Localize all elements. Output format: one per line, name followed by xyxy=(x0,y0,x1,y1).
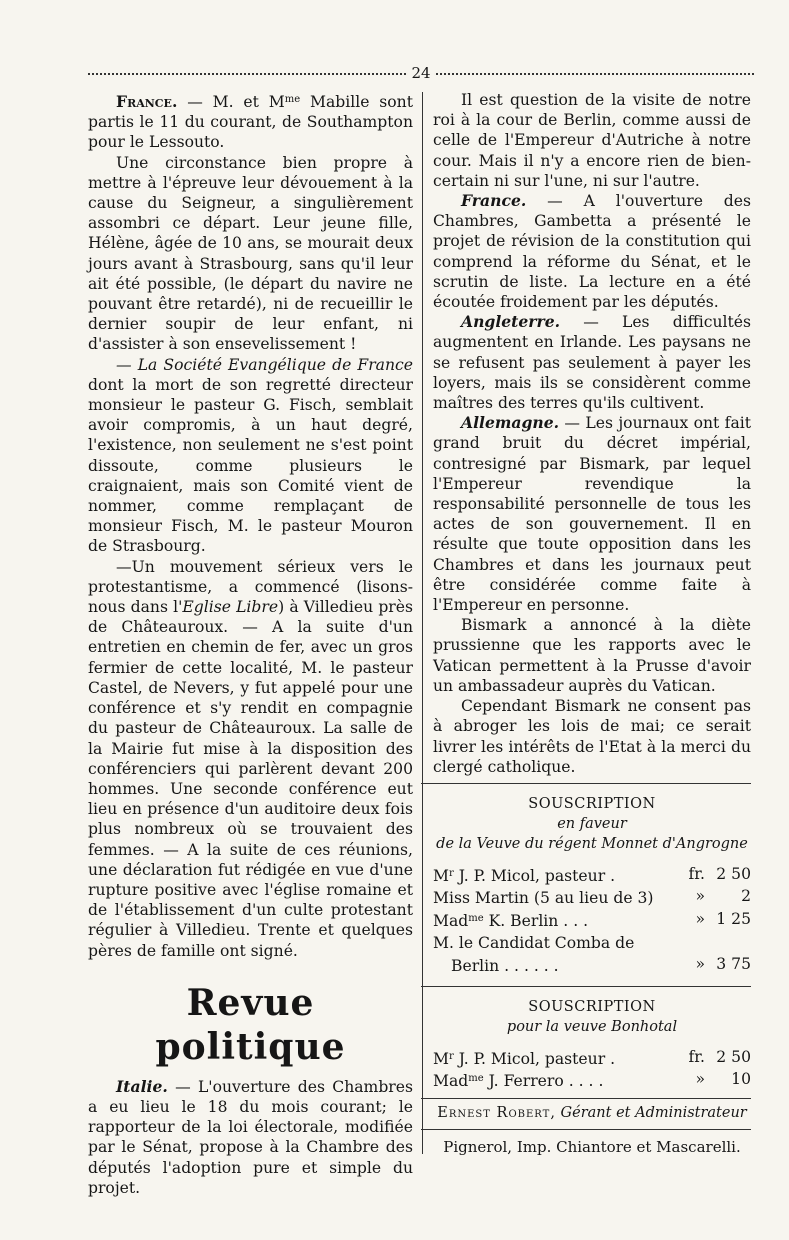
amount: 1 25 xyxy=(716,909,751,928)
donor-name: Mad xyxy=(433,911,469,930)
text-span: Mabille sont partis le 11 du courant, de Southampton pour le Lessouto. xyxy=(88,93,413,152)
paragraph-angleterre xyxy=(433,312,751,413)
page-number: 24 xyxy=(411,64,431,82)
donor-name: J. P. Micol, pasteur . xyxy=(453,1049,616,1068)
text-span: — Les journaux ont fait grand bruit du décret impérial, contresigné par Bismark, par lequel l'Empereur revendique la responsabilité personnelle de tous les actes de son gouvernement. Il en résulte que toute opposition dans les Chambres et dans les journaux peut être considérée comme faite à l'Empereur en personne. xyxy=(433,414,751,615)
subscription-title: SOUSCRIPTION xyxy=(528,795,656,812)
paragraph-bismark-lois: Cependant Bismark ne consent pas à abroger les lois de mai; ce serait livrer les intérêts de l'Etat à la merci du clergé catholique. xyxy=(433,697,751,776)
text-span: —Un mouvement sérieux vers le protestantisme, a commencé (lisons-nous dans l' xyxy=(88,557,413,617)
text-span: ) à Villedieu près de Châteauroux. — A la suite d'un entretien en chemin de fer, avec un gros fermier de cette localité, M. le pasteur Castel, de Nevers, y fut appelé pour une conférence et s'y rendit en compagnie du pasteur de Châteauroux. La salle de la Mairie fut mise à la disposition des conférenciers qui parlèrent devant 200 hommes. Une seconde conférence eut lieu en présence d'un auditoire deux fois plus nombreux où se trouvaient des femmes. — A la suite de ces réunions, une déclaration fut rédigée en vue d'une rupture positive avec l'église romaine et de l'établissement d'un culte protestant régulier à Villedieu. Trente et quelques pères de famille ont signé. xyxy=(88,598,413,960)
currency: fr. xyxy=(688,1047,705,1066)
donor-name: K. Berlin . . . xyxy=(483,911,589,930)
amount: 2 xyxy=(741,887,751,906)
donor-name: M xyxy=(433,1049,449,1068)
editor-role: Gérant et Administrateur xyxy=(555,1104,747,1121)
donor-name: M xyxy=(433,866,449,885)
divider xyxy=(421,986,751,987)
text-span: — M. et M xyxy=(177,93,285,111)
journal-name: Eglise Libre xyxy=(182,598,279,617)
text-span: — Les difficultés augmentent en Irlande. Les paysans ne se refusent pas seulement à payer les loyers, mais ils se considèrent comme maîtres des terres qu'ils cultivent. xyxy=(433,313,751,413)
subscription-row xyxy=(433,954,751,976)
superscript: me xyxy=(468,1073,484,1085)
country-label-allemagne: Allemagne. xyxy=(461,413,560,433)
country-label-angleterre: Angleterre. xyxy=(461,312,561,332)
paragraph-villedieu xyxy=(88,557,413,961)
amount: 10 xyxy=(731,1070,751,1089)
column-divider xyxy=(422,92,423,1154)
subscription-row xyxy=(433,886,751,908)
text-span: — A l'ouverture des Chambres, Gambetta a présenté le projet de révision de la constitution qui comprend la réforme du Sénat, et le scrutin de liste. La lecture en a été écoutée froidement par les députés. xyxy=(433,192,751,312)
superscript: me xyxy=(284,94,301,105)
donor-name: Berlin . . . . . . xyxy=(451,956,559,975)
paragraph-visite-berlin: Il est question de la visite de notre roi à la cour de Berlin, comme aussi de celle de l'Empereur d'Autriche à notre cour. Mais il n'y a encore rien de bien-certain ni sur l'une, ni sur l'autre. xyxy=(433,91,751,190)
country-label-france: France. xyxy=(461,191,527,211)
subscription-subtitle: pour la veuve Bonhotal xyxy=(506,1018,678,1035)
superscript: r xyxy=(448,1050,454,1062)
amount xyxy=(705,931,751,953)
superscript: me xyxy=(468,912,484,924)
subscription-row xyxy=(433,931,751,953)
donor-name: J. Ferrero . . . . xyxy=(483,1072,604,1091)
subscription-row xyxy=(433,864,751,886)
amount: 2 50 xyxy=(716,864,751,883)
printer-line: Pignerol, Imp. Chiantore et Mascarelli. xyxy=(443,1137,741,1156)
currency: fr. xyxy=(688,864,705,883)
paragraph-bismark-vatican: Bismark a annoncé à la diète prussienne que les rapports avec le Vatican permettent à la Prusse d'avoir un ambassadeur auprès du Vatican. xyxy=(433,616,751,695)
amount: 2 50 xyxy=(716,1047,751,1066)
paragraph-italie xyxy=(88,1077,413,1198)
divider xyxy=(421,783,751,784)
subscription-row xyxy=(433,909,751,931)
currency: » xyxy=(695,1070,705,1089)
divider xyxy=(421,1129,751,1130)
subscription-row xyxy=(433,1069,751,1091)
editor-name: Ernest Robert, xyxy=(437,1104,556,1121)
donor-name: Mad xyxy=(433,1072,469,1091)
header-rule-right xyxy=(436,73,754,75)
amount: 3 75 xyxy=(716,954,751,973)
paragraph-france-mabille xyxy=(88,90,413,153)
subscription-subtitle: en faveur xyxy=(557,815,627,832)
donor-name: Miss Martin (5 au lieu de 3) xyxy=(433,889,654,908)
society-name: — La Société Evangélique de France xyxy=(116,355,413,374)
text-span: — L'ouverture des Chambres a eu lieu le 18 du mois courant; le rapporteur de la loi électorale, modifiée par le Sénat, propose à la Chambre des députés l'adoption pure et simple du projet. xyxy=(88,1077,413,1197)
donor-name: M. le Candidat Comba de xyxy=(433,934,635,953)
subscription-list-bonhotal xyxy=(433,1047,751,1092)
page-header xyxy=(88,64,754,82)
currency: » xyxy=(695,954,705,973)
text-span: dont la mort de son regretté directeur monsieur le pasteur G. Fisch, semblait avoir compromis, à un haut degré, l'existence, non seulement ne s'est point dissoute, comme plusieurs le craignaient, mais son Comité vient de nommer, comme remplaçant de monsieur Fisch, M. le pasteur Mouron de Strasbourg. xyxy=(88,375,413,556)
country-label-italie: Italie. xyxy=(116,1076,168,1096)
donor-name: J. P. Micol, pasteur . xyxy=(453,866,616,885)
divider xyxy=(421,1098,751,1099)
right-column xyxy=(433,90,751,1158)
subscription-list-monnet xyxy=(433,864,751,976)
editor-credit xyxy=(433,1103,751,1123)
country-label-france: France. xyxy=(116,92,178,111)
subscription-row xyxy=(433,1047,751,1069)
superscript: r xyxy=(448,867,454,879)
section-title: Revue politique xyxy=(155,981,346,1068)
paragraph-france-gambetta xyxy=(433,191,751,312)
paragraph-societe-evangelique xyxy=(88,355,413,557)
currency: » xyxy=(695,887,705,906)
left-column xyxy=(88,90,413,1198)
subscription-subtitle: de la Veuve du régent Monnet d'Angrogne xyxy=(436,835,748,852)
paragraph-depart: Une circonstance bien propre à mettre à l'épreuve leur dévouement à la cause du Seigneur, a singulièrement assombri ce départ. Leur jeune fille, Hélène, âgée de 10 ans, se mourait deux jours avant à Strasbourg, sans qu'il leur ait été possible, (le départ du navire ne pouvant être retardé), ni de recueillir le dernier soupir de leur enfant, ni d'assister à son ensevelissement ! xyxy=(88,153,413,354)
currency: » xyxy=(695,909,705,928)
paragraph-allemagne xyxy=(433,413,751,615)
currency xyxy=(675,931,705,953)
subscription-title: SOUSCRIPTION xyxy=(528,998,656,1015)
